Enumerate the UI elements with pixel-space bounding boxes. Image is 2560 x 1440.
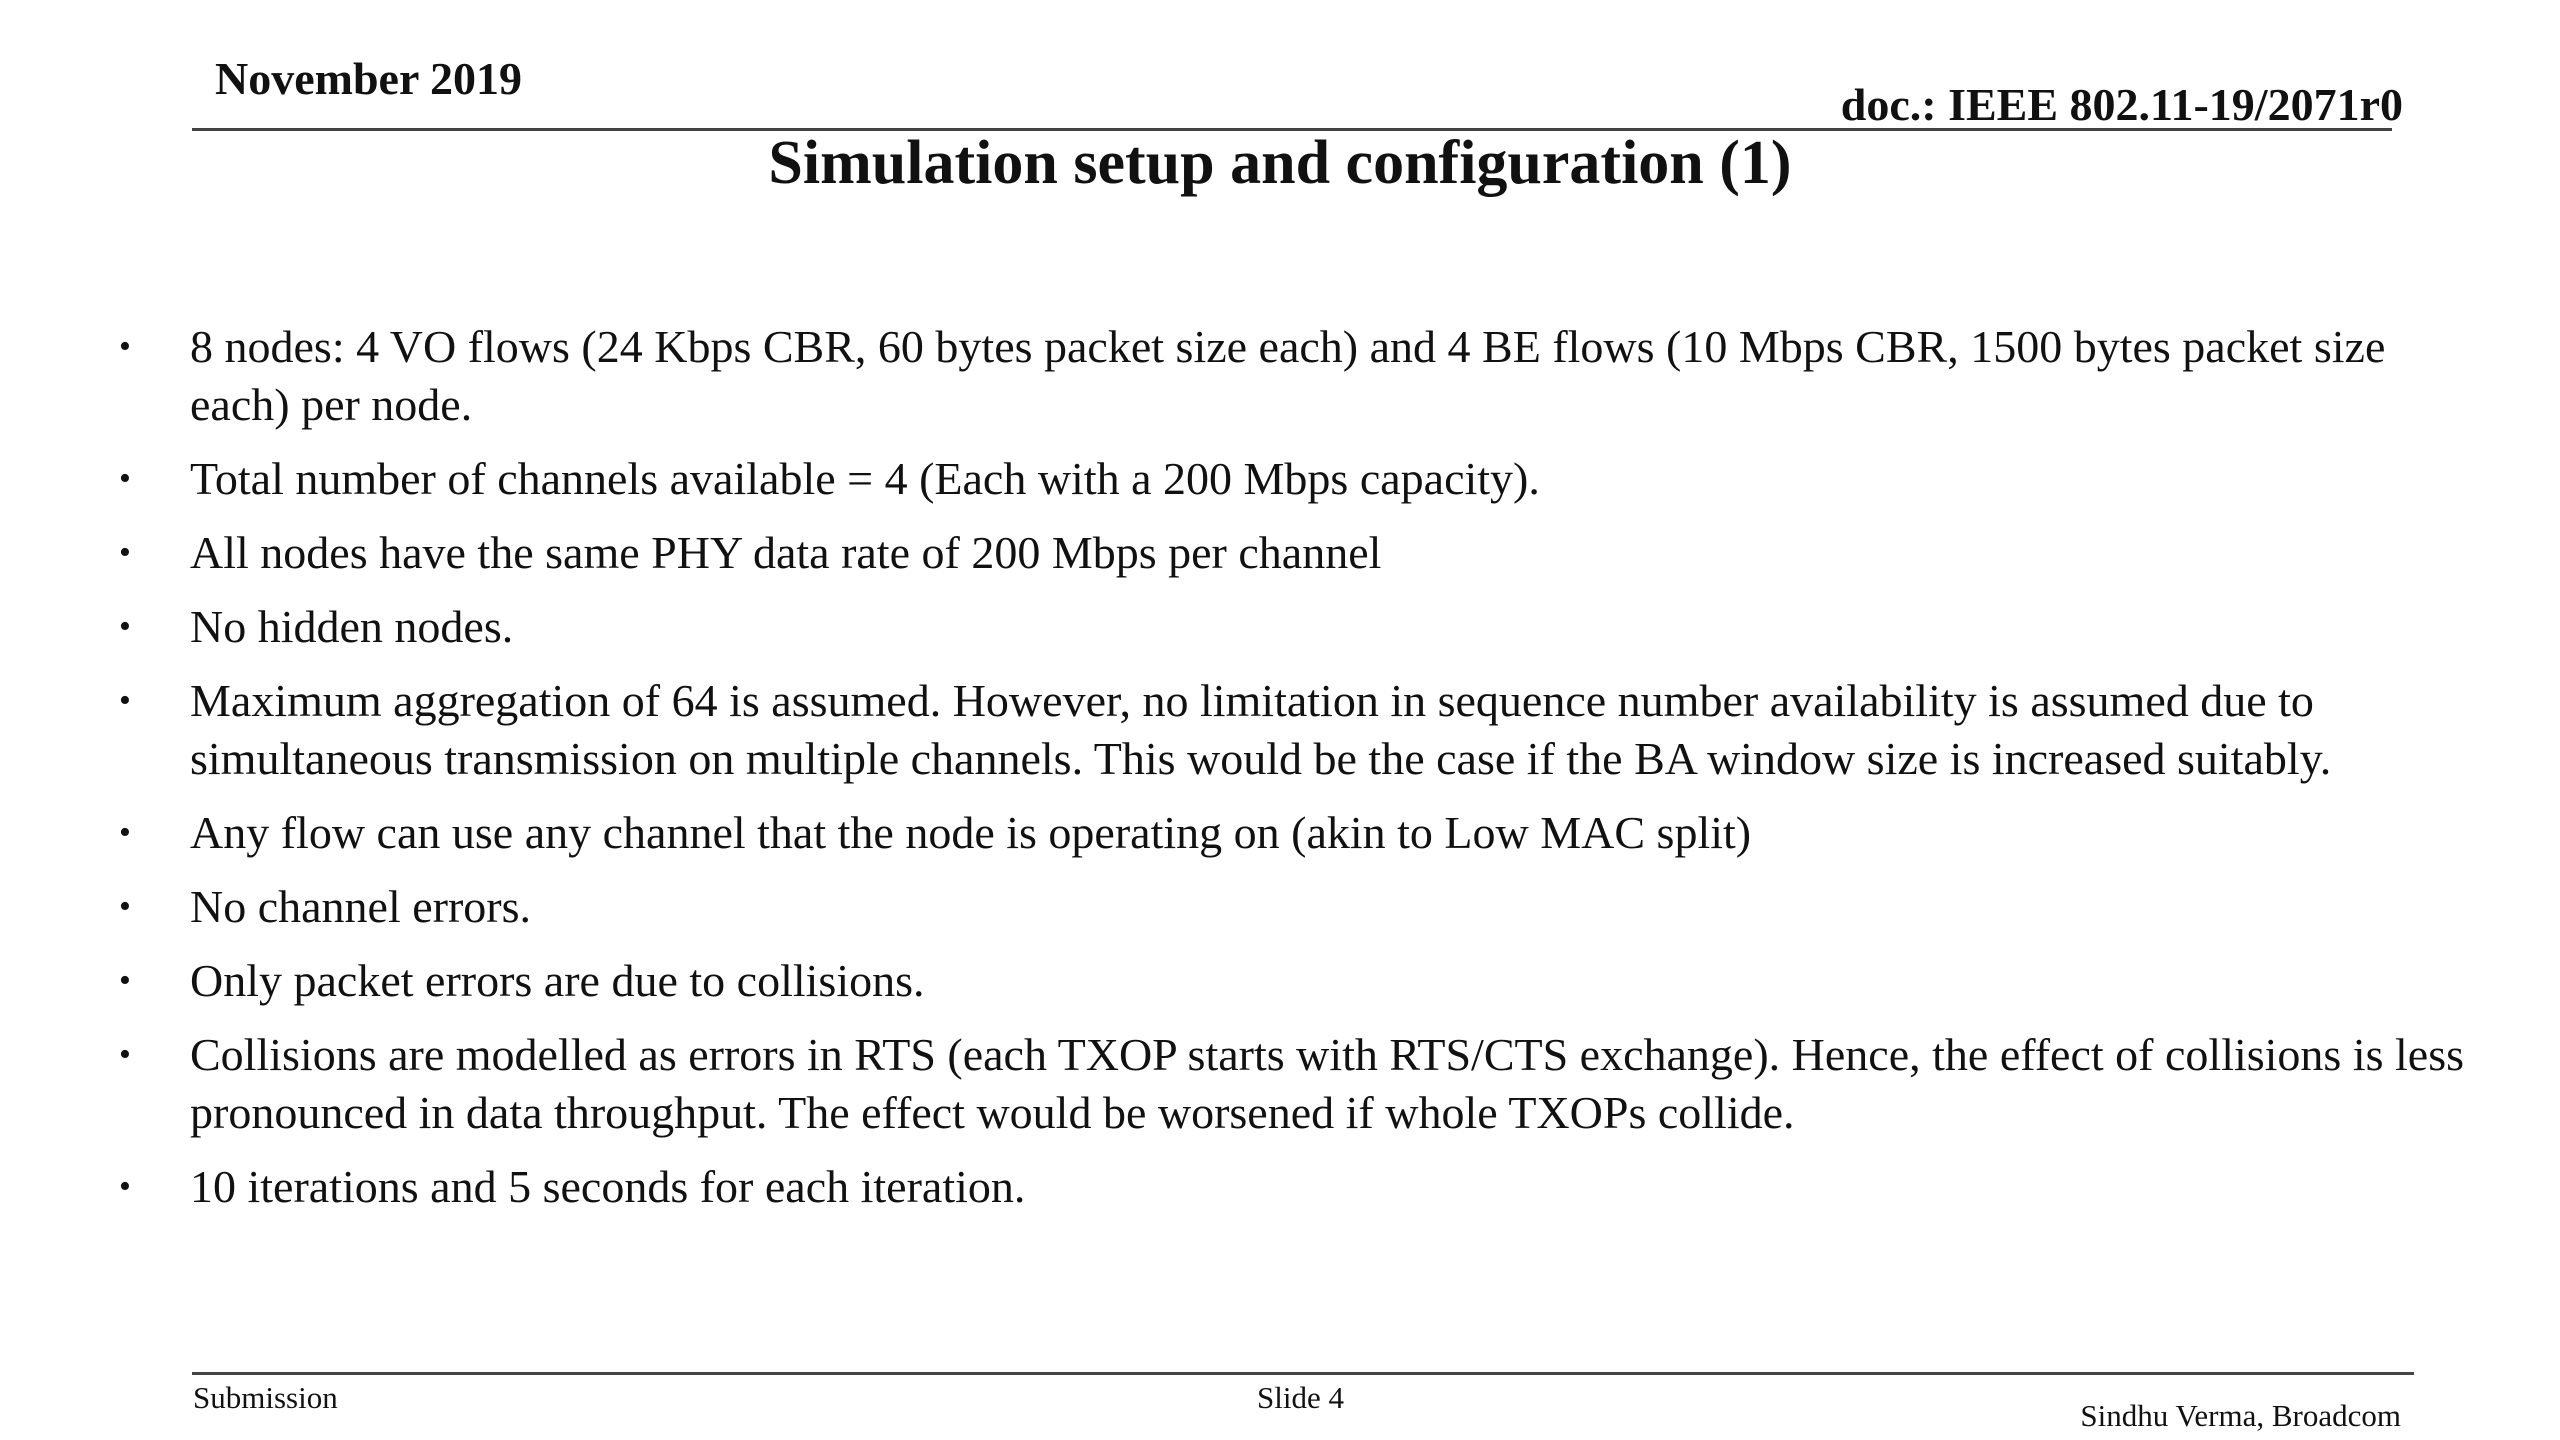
bullet-text: Collisions are modelled as errors in RTS (each TXOP starts with RTS/CTS exchange). Hence, the effect of collisions is less pronounced in data throughput. The effect would be worsened if whole TXOPs collide.: [190, 1029, 2465, 1138]
header-date: November 2019: [215, 53, 523, 104]
bullet-text: 8 nodes: 4 VO flows (24 Kbps CBR, 60 bytes packet size each) and 4 BE flows (10 Mbps CBR, 1500 bytes packet size each) per node.: [190, 321, 2386, 430]
footer-slide-number: Slide 4: [1257, 1380, 1344, 1415]
bullet-marker: •: [119, 534, 131, 571]
bullet-text: Total number of channels available = 4 (Each with a 200 Mbps capacity).: [190, 453, 1540, 504]
bullet-marker: •: [119, 328, 131, 365]
bullet-text: Any flow can use any channel that the node is operating on (akin to Low MAC split): [190, 807, 1752, 858]
bullet-item: [110, 878, 2490, 936]
bullet-marker: •: [119, 1036, 131, 1073]
bullet-text: No channel errors.: [190, 881, 532, 932]
bullet-marker: •: [119, 814, 131, 851]
bullet-list: [110, 318, 2490, 1232]
bullet-marker: •: [119, 888, 131, 925]
footer-author: Sindhu Verma, Broadcom: [2080, 1398, 2401, 1433]
bullet-item: [110, 804, 2490, 862]
bullet-text: All nodes have the same PHY data rate of 200 Mbps per channel: [190, 527, 1382, 578]
bullet-marker: •: [119, 1168, 131, 1205]
bullet-marker: •: [119, 962, 131, 999]
footer-submission: Submission: [193, 1380, 338, 1415]
bullet-item: [110, 1026, 2490, 1142]
header-doc-id: doc.: IEEE 802.11-19/2071r0: [1840, 79, 2403, 130]
bullet-marker: •: [119, 608, 131, 645]
bullet-item: [110, 1158, 2490, 1216]
bullet-text: Maximum aggregation of 64 is assumed. However, no limitation in sequence number availability is assumed due to simultaneous transmission on multiple channels. This would be the case if the BA window size is increased suitably.: [190, 675, 2332, 784]
bullet-text: Only packet errors are due to collisions.: [190, 955, 925, 1006]
bullet-item: [110, 952, 2490, 1010]
footer-divider: [192, 1372, 2414, 1375]
bullet-item: [110, 318, 2490, 434]
bullet-text: 10 iterations and 5 seconds for each iteration.: [190, 1161, 1026, 1212]
bullet-marker: •: [119, 682, 131, 719]
bullet-text: No hidden nodes.: [190, 601, 514, 652]
bullet-item: [110, 450, 2490, 508]
bullet-item: [110, 598, 2490, 656]
bullet-item: [110, 524, 2490, 582]
bullet-marker: •: [119, 460, 131, 497]
bullet-item: [110, 672, 2490, 788]
slide-title: Simulation setup and configuration (1): [768, 129, 1792, 197]
